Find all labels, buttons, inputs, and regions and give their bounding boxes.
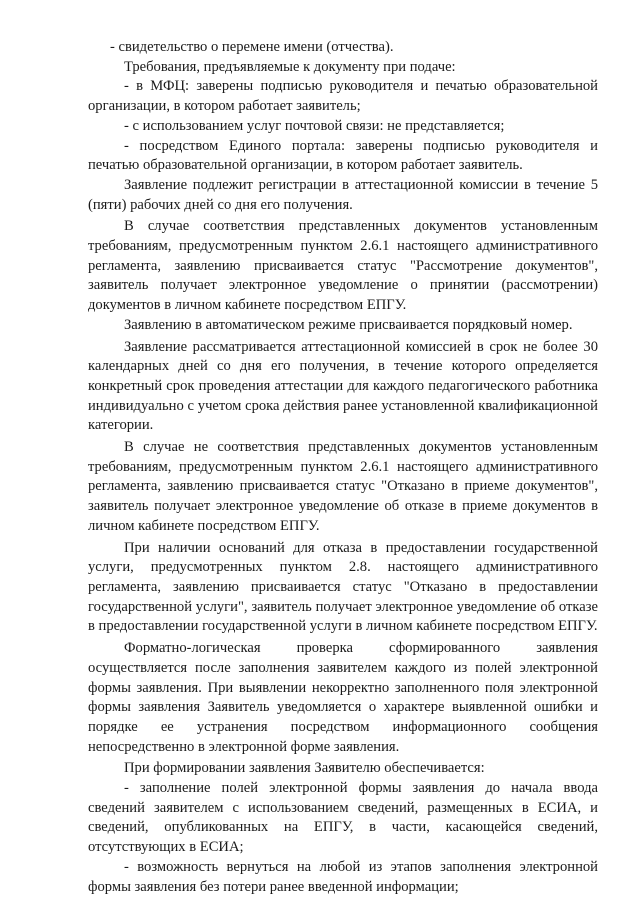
paragraph-service-refusal: При наличии оснований для отказа в предоставлении государственной услуги, предусмотренных пунктом 2.8. настоящего административного регламента, заявлению присваивается статус "Отказано в предоставлении государственной услуги", заявитель получает электронное уведомление об отказе в предоставлении государственной услуги в личном кабинете посредством ЕПГУ. <box>88 539 598 635</box>
paragraph-document-requirements: Требования, предъявляемые к документу при подаче: <box>124 58 456 75</box>
paragraph-registration-term: Заявление подлежит регистрации в аттестационной комиссии в течение 5 (пяти) рабочих дней со дня его получения. <box>88 176 598 213</box>
paragraph-postal-requirement: - с использованием услуг почтовой связи: не представляется; <box>124 117 505 134</box>
paragraph-portal-requirement: - посредством Единого портала: заверены подписью руководителя и печатью образовательной организации, в котором работает заявитель. <box>88 137 598 174</box>
paragraph-return-to-step: - возможность вернуться на любой из этапов заполнения электронной формы заявления без потери ранее введенной информации; <box>88 858 598 895</box>
paragraph-name-change-certificate: - свидетельство о перемене имени (отчества). <box>110 39 394 55</box>
document-page <box>88 38 598 897</box>
paragraph-sequence-number: Заявлению в автоматическом режиме присваивается порядковый номер. <box>124 316 573 333</box>
paragraph-mfc-requirement: - в МФЦ: заверены подписью руководителя и печатью образовательной организации, в котором работает заявитель; <box>88 78 598 115</box>
paragraph-prefill-fields: - заполнение полей электронной формы заявления до начала ввода сведений заявителем с использованием сведений, размещенных в ЕСИА, и сведений, опубликованных на ЕПГУ, в части, касающейся сведений, отсутствующих в ЕСИА; <box>88 780 598 856</box>
paragraph-documents-rejected: В случае не соответствия представленных документов установленным требованиям, предусмотренным пунктом 2.6.1 настоящего административного регламента, заявлению присваивается статус "Отказано в приеме документов", заявитель получает электронное уведомление об отказе в приеме документов в личном кабинете посредством ЕПГУ. <box>88 439 598 534</box>
paragraph-format-logic-check: Форматно-логическая проверка сформированного заявления осуществляется после заполнения заявителем каждого из полей электронной формы заявления. При выявлении некорректно заполненного поля электронной формы заявления Заявитель уведомляется о характере выявленной ошибки и порядке ее устранения посредством информационного сообщения непосредственно в электронной форме заявления. <box>88 640 598 755</box>
paragraph-documents-accepted: В случае соответствия представленных документов установленным требованиям, предусмотренным пунктом 2.6.1 настоящего административного регламента, заявлению присваивается статус "Рассмотрение документов", заявитель получает электронное уведомление о принятии (рассмотрении) документов в личном кабинете посредством ЕПГУ. <box>88 218 598 314</box>
paragraph-form-provisions: При формировании заявления Заявителю обеспечивается: <box>124 760 485 777</box>
paragraph-review-term: Заявление рассматривается аттестационной комиссией в срок не более 30 календарных дней со дня его получения, в течение которого определяется конкретный срок проведения аттестации для каждого педагогического работника индивидуально с учетом срока действия ранее установленной квалификационной категории. <box>88 338 598 434</box>
